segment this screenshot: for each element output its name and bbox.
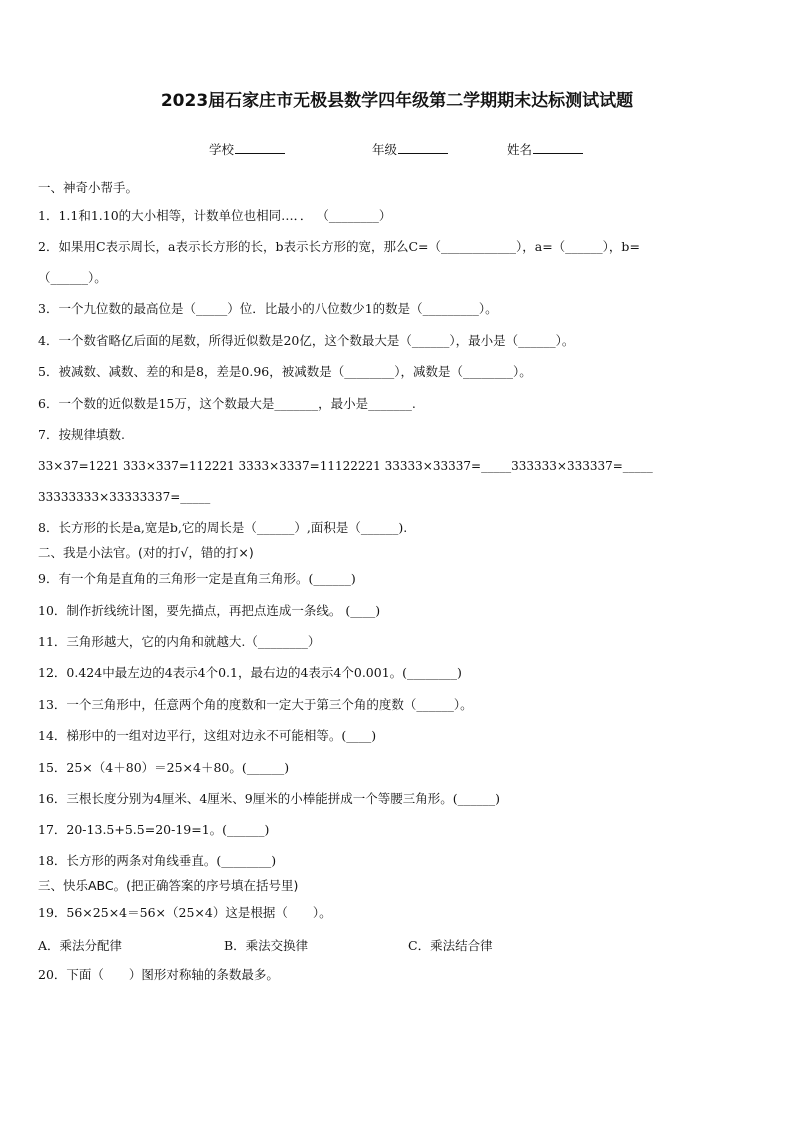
school-field <box>209 140 285 158</box>
question-19-option-c[interactable]: C．乘法结合律 <box>408 938 493 953</box>
section-1-heading: 一、神奇小帮手。 <box>38 180 139 195</box>
question-14: 14．梯形中的一组对边平行，这组对边永不可能相等。(____) <box>38 728 377 743</box>
question-7: 7．按规律填数. <box>38 427 125 442</box>
question-12: 12．0.424中最左边的4表示4个0.1，最右边的4表示4个0.001。(________) <box>38 665 462 680</box>
question-8: 8．长方形的长是a,宽是b,它的周长是（______）,面积是（______). <box>38 520 408 535</box>
question-19-option-b[interactable]: B．乘法交换律 <box>224 938 309 953</box>
question-4: 4．一个数省略亿后面的尾数，所得近似数是20亿，这个数最大是（______），最小是（______）。 <box>38 333 575 348</box>
question-18: 18．长方形的两条对角线垂直。(________) <box>38 853 277 868</box>
question-3: 3．一个九位数的最高位是（_____）位．比最小的八位数少1的数是（_________）。 <box>38 301 498 316</box>
question-17: 17．20-13.5+5.5=20-19=1。(______) <box>38 822 270 837</box>
question-7-pattern-cont: 33333333×33333337=_____ <box>38 490 211 504</box>
question-16: 16．三根长度分别为4厘米、4厘米、9厘米的小棒能拼成一个等腰三角形。(______) <box>38 791 501 806</box>
question-20: 20．下面（ ）图形对称轴的条数最多。 <box>38 967 279 982</box>
section-3-heading: 三、快乐ABC。(把正确答案的序号填在括号里) <box>38 878 299 893</box>
name-blank[interactable] <box>533 141 583 154</box>
question-5: 5．被减数、减数、差的和是8，差是0.96，被减数是（________），减数是（________）。 <box>38 364 532 379</box>
grade-blank[interactable] <box>398 141 448 154</box>
name-label: 姓名 <box>507 142 533 157</box>
school-label: 学校 <box>209 142 235 157</box>
question-9: 9．有一个角是直角的三角形一定是直角三角形。(______) <box>38 571 356 586</box>
question-1: 1．1.1和1.10的大小相等，计数单位也相同…．． （________） <box>38 208 392 223</box>
question-13: 13．一个三角形中，任意两个角的度数和一定大于第三个角的度数（______）。 <box>38 697 473 712</box>
question-19-option-a[interactable]: A．乘法分配律 <box>38 938 123 953</box>
page-title: 2023届石家庄市无极县数学四年级第二学期期末达标测试试题 <box>160 91 634 111</box>
question-7-pattern: 33×37=1221 333×337=112221 3333×3337=11122221 33333×33337=_____333333×333337=_____ <box>38 459 653 473</box>
question-10: 10．制作折线统计图，要先描点，再把点连成一条线。 (____) <box>38 603 381 618</box>
grade-label: 年级 <box>372 142 398 157</box>
question-15: 15．25×（4＋80）＝25×4＋80。(______) <box>38 760 290 775</box>
grade-field <box>372 140 448 158</box>
question-6: 6．一个数的近似数是15万，这个数最大是_______，最小是_______. <box>38 396 416 411</box>
question-2: 2．如果用C表示周长，a表示长方形的长，b表示长方形的宽，那么C=（____________），a=（______），b= <box>38 239 640 254</box>
question-19: 19．56×25×4＝56×（25×4）这是根据（ ）。 <box>38 905 332 920</box>
question-11: 11．三角形越大，它的内角和就越大.（________） <box>38 634 321 649</box>
name-field <box>507 140 583 158</box>
section-2-heading: 二、我是小法官。(对的打√，错的打×) <box>38 545 254 560</box>
question-2-cont: （______）。 <box>38 270 107 285</box>
school-blank[interactable] <box>235 141 285 154</box>
